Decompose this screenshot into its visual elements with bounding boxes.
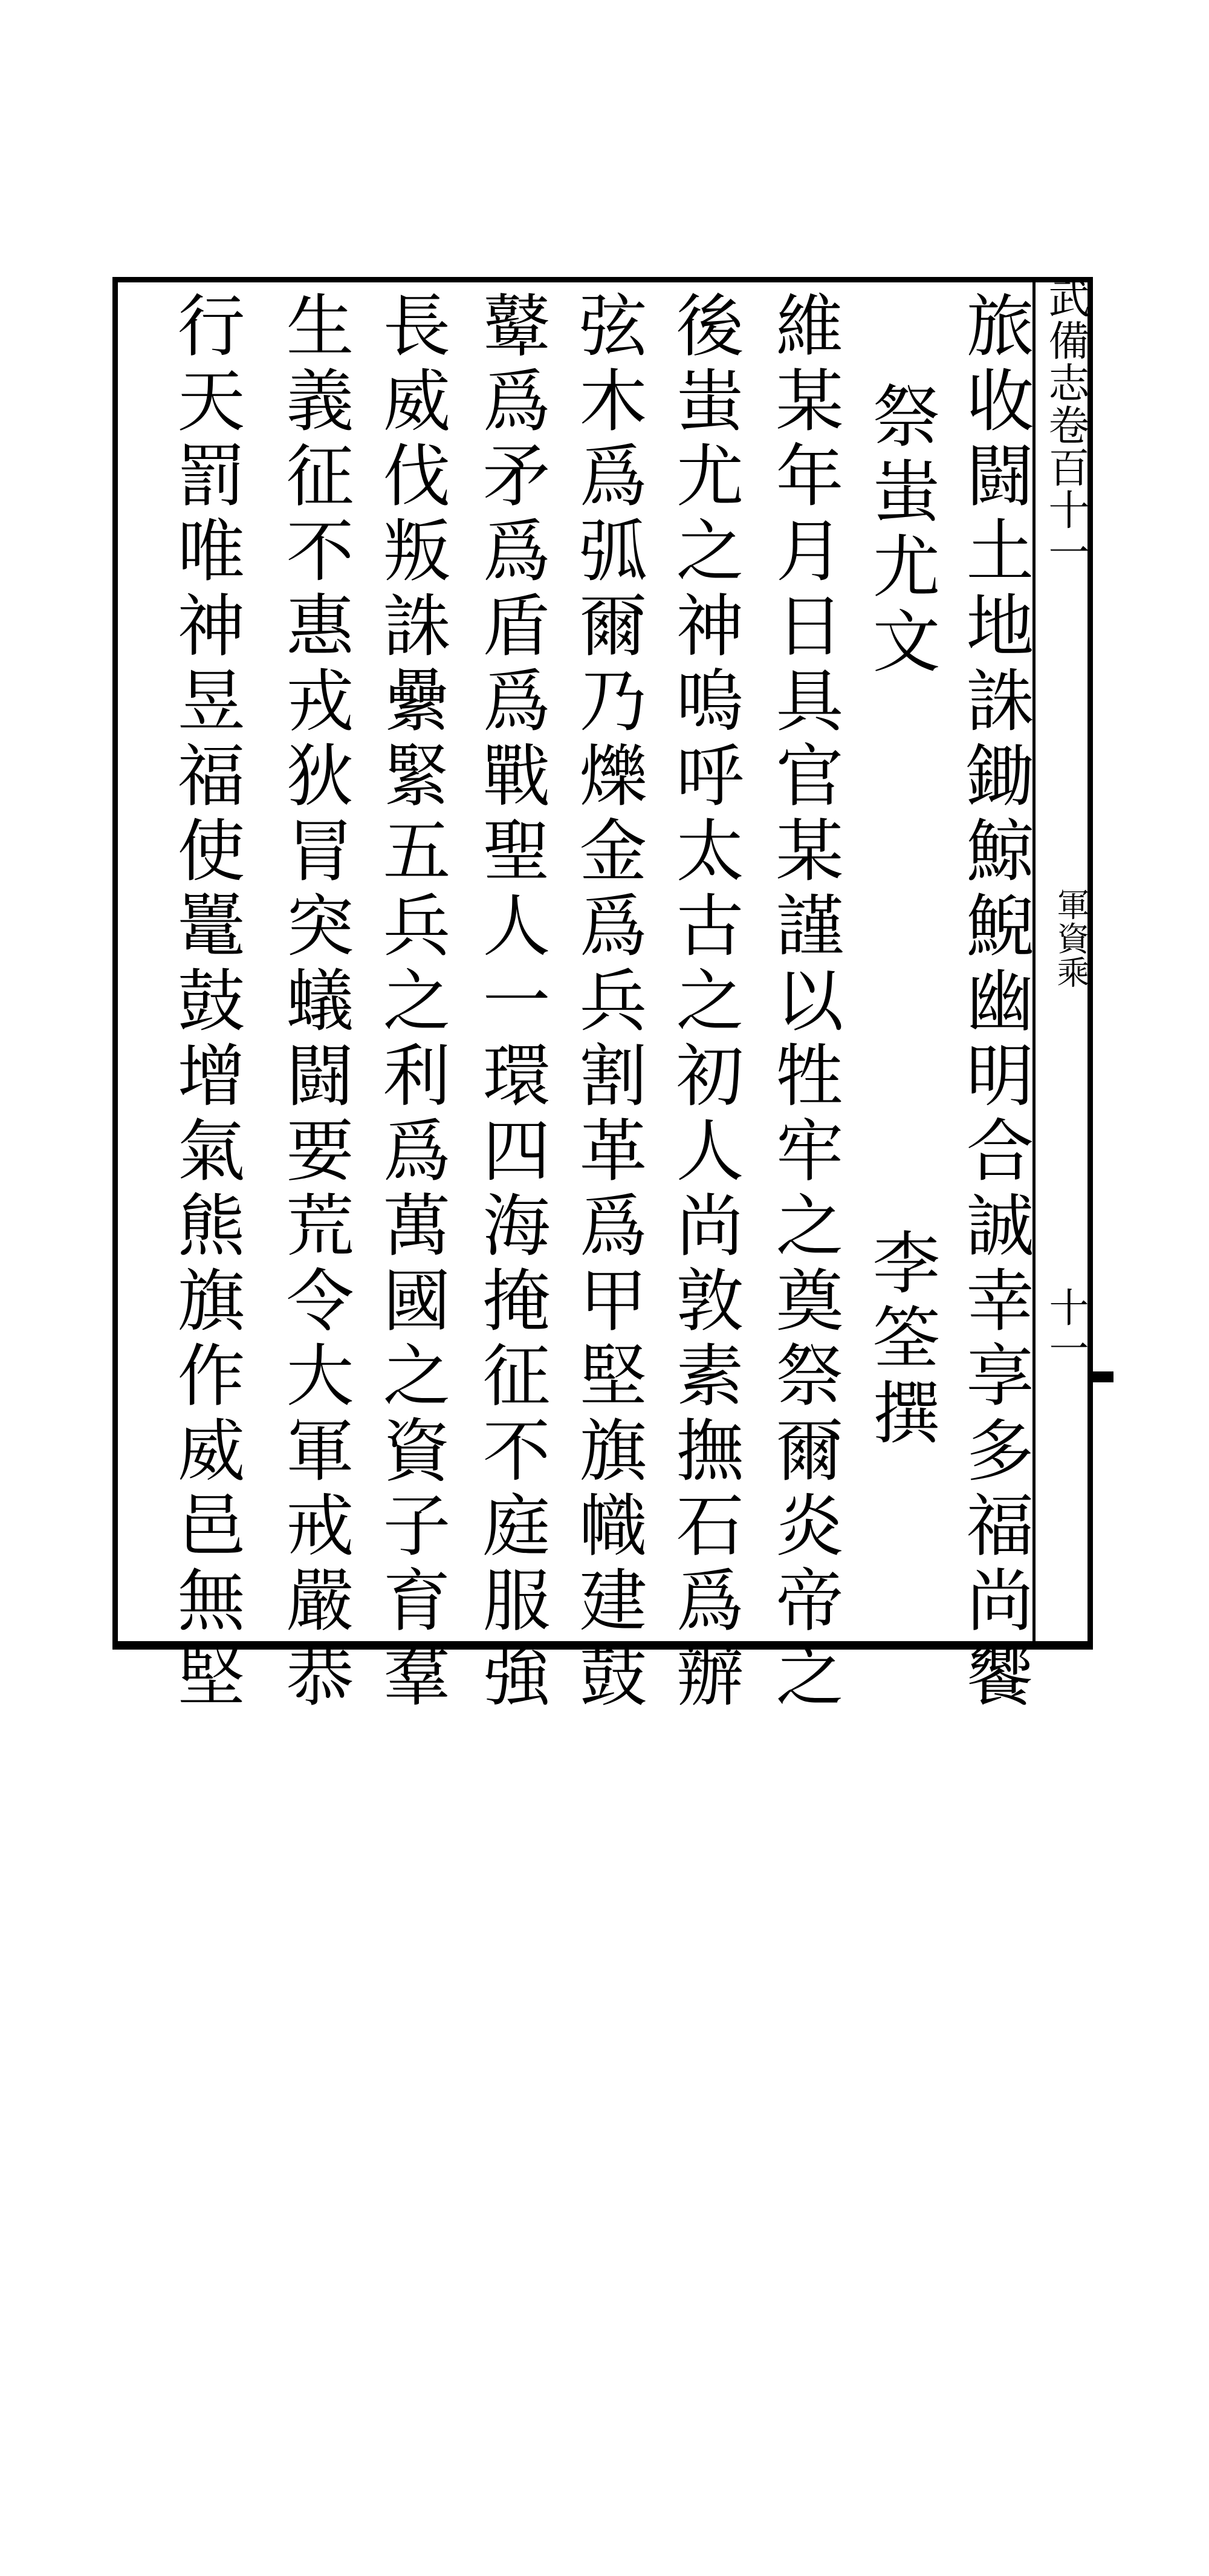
text-columns — [121, 290, 1034, 1715]
book-title: 武備志卷百十一 — [1042, 277, 1089, 573]
text-column-7: 長威伐叛誅纍緊五兵之利爲萬國之資子育羣 — [372, 290, 450, 1715]
margin-tick-mark — [1093, 1371, 1113, 1382]
text-column-title: 祭蚩尤文 — [861, 381, 940, 681]
text-column-1: 旅收闘土地誅鋤鯨鯢幽明合誠幸享多福尚饗 — [955, 290, 1034, 1715]
text-column-9: 行天罰唯神昱福使鼍鼓增氣熊旗作威邑無堅 — [166, 290, 245, 1715]
text-column-4: 後蚩尤之神嗚呼太古之初人尚敦素撫石爲辦 — [665, 290, 744, 1715]
text-column-3: 維某年月日具官某謹以牲牢之奠祭爾炎帝之 — [765, 290, 843, 1715]
section-name: 軍資乘 — [1052, 888, 1090, 989]
text-column-5: 弦木爲弧爾乃爍金爲兵割革爲甲堅旗幟建鼓 — [568, 290, 647, 1715]
text-column-8: 生義征不惠戎狄冐突蟻闘要荒令大軍戒嚴恭 — [275, 290, 354, 1715]
folio-number: 十一 — [1042, 1287, 1089, 1369]
plate-margin-column — [1032, 277, 1093, 1650]
text-column-author: 李筌撰 — [861, 1228, 940, 1452]
text-column-6: 鼙爲矛爲盾爲戰聖人一環四海掩征不庭服強 — [472, 290, 550, 1715]
